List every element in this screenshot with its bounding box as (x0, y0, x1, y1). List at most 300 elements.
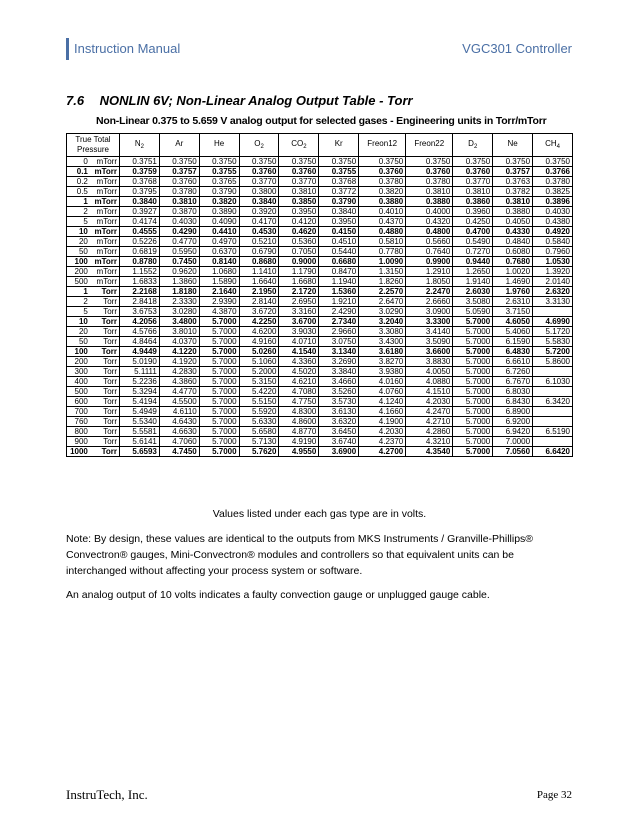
voltage-cell: 4.4770 (159, 387, 199, 397)
voltage-cell: 3.6320 (319, 417, 359, 427)
voltage-cell: 0.9620 (159, 267, 199, 277)
pressure-unit: Torr (90, 337, 120, 347)
voltage-cell: 3.3080 (359, 327, 406, 337)
section-number: 7.6 (66, 93, 85, 108)
voltage-cell: 1.1790 (279, 267, 319, 277)
voltage-cell: 4.8770 (279, 427, 319, 437)
voltage-cell: 4.1920 (159, 357, 199, 367)
voltage-cell: 5.7000 (453, 367, 493, 377)
pressure-value: 300 (67, 367, 90, 377)
pressure-unit: Torr (90, 307, 120, 317)
voltage-cell: 5.7000 (453, 317, 493, 327)
voltage-cell: 4.7750 (279, 397, 319, 407)
voltage-cell: 0.6080 (493, 247, 533, 257)
voltage-cell: 4.6050 (493, 317, 533, 327)
voltage-cell: 1.0680 (199, 267, 239, 277)
table-row (67, 227, 573, 237)
table-row (67, 247, 573, 257)
voltage-cell: 0.3840 (120, 197, 160, 207)
pressure-value: 5 (67, 307, 90, 317)
pressure-unit: Torr (90, 447, 120, 457)
voltage-cell (533, 387, 573, 397)
pressure-unit: mTorr (90, 197, 120, 207)
gas-subscript: 2 (303, 143, 307, 150)
gas-subscript: 2 (140, 143, 144, 150)
gas-header (120, 134, 160, 157)
pressure-value: 5 (67, 217, 90, 227)
gas-name: D (468, 138, 474, 148)
voltage-cell: 0.3860 (453, 197, 493, 207)
voltage-cell: 0.4770 (159, 237, 199, 247)
pressure-value: 0 (67, 157, 90, 167)
voltage-cell: 5.7000 (453, 377, 493, 387)
voltage-cell: 2.6950 (279, 297, 319, 307)
voltage-cell: 3.6740 (319, 437, 359, 447)
voltage-cell: 6.6610 (493, 357, 533, 367)
voltage-cell: 5.2000 (239, 367, 279, 377)
voltage-cell: 1.6640 (239, 277, 279, 287)
pressure-unit: Torr (90, 297, 120, 307)
voltage-cell: 6.9200 (493, 417, 533, 427)
voltage-cell: 0.3810 (279, 187, 319, 197)
table-row (67, 437, 573, 447)
voltage-cell: 1.9140 (453, 277, 493, 287)
pressure-value: 800 (67, 427, 90, 437)
voltage-cell (533, 417, 573, 427)
gas-name: CO (291, 138, 304, 148)
voltage-cell: 0.3920 (239, 207, 279, 217)
voltage-cell: 4.2710 (406, 417, 453, 427)
voltage-cell: 4.6990 (533, 317, 573, 327)
voltage-cell: 0.3810 (493, 197, 533, 207)
voltage-cell: 0.5840 (533, 237, 573, 247)
voltage-cell: 2.6030 (453, 287, 493, 297)
table-row (67, 337, 573, 347)
table-body (67, 157, 573, 457)
voltage-cell: 6.3420 (533, 397, 573, 407)
voltage-cell: 5.7200 (533, 347, 573, 357)
voltage-cell: 6.7260 (493, 367, 533, 377)
voltage-cell: 0.3880 (359, 197, 406, 207)
voltage-cell: 3.4140 (406, 327, 453, 337)
voltage-cell: 5.5920 (239, 407, 279, 417)
gas-header (406, 134, 453, 157)
voltage-cell: 0.8780 (120, 257, 160, 267)
voltage-cell: 5.7000 (199, 447, 239, 457)
voltage-cell: 0.3750 (406, 157, 453, 167)
voltage-cell: 5.6580 (239, 427, 279, 437)
voltage-cell: 0.3757 (159, 167, 199, 177)
voltage-cell: 0.3768 (120, 177, 160, 187)
voltage-cell: 3.5080 (453, 297, 493, 307)
voltage-cell: 3.8830 (406, 357, 453, 367)
voltage-cell: 5.5830 (533, 337, 573, 347)
voltage-cell: 0.3750 (199, 157, 239, 167)
voltage-cell: 5.1720 (533, 327, 573, 337)
voltage-cell: 6.8030 (493, 387, 533, 397)
gas-header (319, 134, 359, 157)
voltage-cell: 4.6630 (159, 427, 199, 437)
voltage-cell: 0.3760 (279, 167, 319, 177)
voltage-cell: 4.6430 (159, 417, 199, 427)
voltage-cell: 0.4010 (359, 207, 406, 217)
voltage-cell: 4.6210 (279, 377, 319, 387)
voltage-cell: 0.7050 (279, 247, 319, 257)
pressure-value: 0.2 (67, 177, 90, 187)
voltage-cell: 4.0710 (279, 337, 319, 347)
voltage-cell: 4.6110 (159, 407, 199, 417)
gas-subscript: 2 (260, 143, 264, 150)
pressure-unit: Torr (90, 397, 120, 407)
table-row (67, 237, 573, 247)
gas-name: He (214, 138, 225, 148)
voltage-cell: 0.3782 (493, 187, 533, 197)
voltage-cell: 5.5581 (120, 427, 160, 437)
voltage-cell: 0.3750 (493, 157, 533, 167)
voltage-cell: 1.1410 (239, 267, 279, 277)
voltage-cell: 3.3300 (406, 317, 453, 327)
voltage-cell: 1.9760 (493, 287, 533, 297)
voltage-cell: 2.8418 (120, 297, 160, 307)
pressure-unit: Torr (90, 437, 120, 447)
voltage-cell: 0.4030 (159, 217, 199, 227)
pressure-header: True Total Pressure (67, 134, 120, 157)
table-row (67, 447, 573, 457)
voltage-cell: 0.3780 (359, 177, 406, 187)
voltage-cell: 0.3750 (453, 157, 493, 167)
voltage-cell: 1.0530 (533, 257, 573, 267)
faulty-gauge-note: An analog output of 10 volts indicates a faulty convection gauge or unplugged gauge cable. (66, 589, 490, 601)
pressure-value: 0.1 (67, 167, 90, 177)
voltage-cell: 4.3360 (279, 357, 319, 367)
gas-header (533, 134, 573, 157)
voltage-cell: 0.8470 (319, 267, 359, 277)
voltage-cell: 0.4880 (359, 227, 406, 237)
voltage-cell: 0.3960 (453, 207, 493, 217)
voltage-cell: 0.4000 (406, 207, 453, 217)
gas-name: Freon22 (414, 138, 445, 148)
pressure-unit: Torr (90, 407, 120, 417)
voltage-cell: 3.0900 (406, 307, 453, 317)
voltage-cell: 0.4030 (533, 207, 573, 217)
voltage-cell: 5.7000 (453, 417, 493, 427)
gas-subscript: 2 (473, 143, 478, 150)
voltage-cell: 0.3790 (199, 187, 239, 197)
voltage-cell: 6.1030 (533, 377, 573, 387)
voltage-cell: 0.3890 (199, 207, 239, 217)
analog-output-table (66, 133, 573, 457)
voltage-cell: 0.3765 (199, 177, 239, 187)
voltage-cell (533, 407, 573, 417)
voltage-cell: 0.5360 (279, 237, 319, 247)
voltage-cell: 0.3825 (533, 187, 573, 197)
voltage-cell: 0.4510 (319, 237, 359, 247)
voltage-cell: 5.7000 (453, 327, 493, 337)
voltage-cell: 2.1950 (239, 287, 279, 297)
voltage-cell: 0.3927 (120, 207, 160, 217)
voltage-cell: 0.7270 (453, 247, 493, 257)
pressure-value: 500 (67, 277, 90, 287)
table-row (67, 297, 573, 307)
voltage-cell: 1.3150 (359, 267, 406, 277)
voltage-cell: 0.3750 (319, 157, 359, 167)
voltage-cell: 4.5766 (120, 327, 160, 337)
voltage-cell: 0.3750 (159, 157, 199, 167)
voltage-cell: 6.5190 (533, 427, 573, 437)
voltage-cell: 5.1060 (239, 357, 279, 367)
voltage-cell: 5.7620 (239, 447, 279, 457)
voltage-cell: 2.6470 (359, 297, 406, 307)
pressure-unit: mTorr (90, 227, 120, 237)
voltage-cell: 5.7000 (199, 357, 239, 367)
voltage-cell: 3.2040 (359, 317, 406, 327)
table-row (67, 407, 573, 417)
voltage-cell: 4.5500 (159, 397, 199, 407)
voltage-cell: 0.3790 (319, 197, 359, 207)
voltage-cell: 0.3751 (120, 157, 160, 167)
pressure-value: 100 (67, 257, 90, 267)
header-accent-bar (66, 38, 69, 60)
pressure-unit: Torr (90, 387, 120, 397)
voltage-cell: 3.6700 (279, 317, 319, 327)
voltage-cell: 3.2690 (319, 357, 359, 367)
voltage-cell: 0.3770 (279, 177, 319, 187)
pressure-unit: mTorr (90, 257, 120, 267)
voltage-cell: 0.4090 (199, 217, 239, 227)
pressure-unit: Torr (90, 317, 120, 327)
voltage-cell: 6.6420 (533, 447, 573, 457)
voltage-cell: 0.4050 (493, 217, 533, 227)
voltage-cell: 0.3750 (279, 157, 319, 167)
voltage-cell: 5.1111 (120, 367, 160, 377)
pressure-value: 2 (67, 207, 90, 217)
voltage-cell: 3.6720 (239, 307, 279, 317)
pressure-value: 1 (67, 197, 90, 207)
voltage-cell: 4.8300 (279, 407, 319, 417)
voltage-cell: 0.3760 (453, 167, 493, 177)
voltage-cell: 0.3950 (319, 217, 359, 227)
voltage-cell: 2.1640 (199, 287, 239, 297)
voltage-cell: 2.9390 (199, 297, 239, 307)
voltage-cell: 0.7780 (359, 247, 406, 257)
pressure-value: 700 (67, 407, 90, 417)
pressure-value: 600 (67, 397, 90, 407)
section-title: NONLIN 6V; Non-Linear Analog Output Table - Torr (99, 93, 413, 108)
voltage-cell: 5.0590 (453, 307, 493, 317)
voltage-cell: 3.6753 (120, 307, 160, 317)
voltage-cell: 5.7000 (453, 397, 493, 407)
voltage-cell: 0.3870 (159, 207, 199, 217)
gas-name: O (254, 138, 261, 148)
pressure-value: 100 (67, 347, 90, 357)
voltage-cell: 0.3820 (199, 197, 239, 207)
voltage-cell: 1.6833 (120, 277, 160, 287)
voltage-cell: 4.5020 (279, 367, 319, 377)
gas-header (239, 134, 279, 157)
voltage-cell: 0.4150 (319, 227, 359, 237)
voltage-cell: 5.7000 (453, 347, 493, 357)
voltage-cell: 1.3920 (533, 267, 573, 277)
voltage-cell: 1.1552 (120, 267, 160, 277)
pressure-unit: mTorr (90, 157, 120, 167)
voltage-cell: 3.3840 (319, 367, 359, 377)
footer-company: InstruTech, Inc. (66, 787, 148, 802)
voltage-cell: 0.5440 (319, 247, 359, 257)
voltage-cell: 5.7000 (199, 407, 239, 417)
voltage-cell: 0.6819 (120, 247, 160, 257)
voltage-cell: 0.3750 (533, 157, 573, 167)
voltage-cell: 5.7000 (453, 337, 493, 347)
voltage-cell: 4.2030 (359, 427, 406, 437)
voltage-cell: 0.4840 (493, 237, 533, 247)
voltage-cell: 5.4949 (120, 407, 160, 417)
voltage-cell: 1.8260 (359, 277, 406, 287)
voltage-cell: 0.3780 (406, 177, 453, 187)
voltage-cell: 1.5890 (199, 277, 239, 287)
pressure-value: 2 (67, 297, 90, 307)
voltage-cell: 6.9420 (493, 427, 533, 437)
voltage-cell: 3.4300 (359, 337, 406, 347)
voltage-cell: 5.7130 (239, 437, 279, 447)
voltage-cell: 0.8140 (199, 257, 239, 267)
voltage-cell: 5.6330 (239, 417, 279, 427)
voltage-cell: 7.0560 (493, 447, 533, 457)
voltage-cell: 3.6450 (319, 427, 359, 437)
voltage-cell: 3.5730 (319, 397, 359, 407)
voltage-cell: 1.1940 (319, 277, 359, 287)
voltage-cell: 4.8464 (120, 337, 160, 347)
voltage-cell: 2.6660 (406, 297, 453, 307)
table-row (67, 417, 573, 427)
voltage-cell: 0.3800 (239, 187, 279, 197)
pressure-unit: Torr (90, 357, 120, 367)
table-row (67, 427, 573, 437)
voltage-cell: 3.6900 (319, 447, 359, 457)
voltage-cell: 4.7060 (159, 437, 199, 447)
voltage-cell: 4.9449 (120, 347, 160, 357)
voltage-cell: 0.3840 (319, 207, 359, 217)
voltage-cell: 0.4174 (120, 217, 160, 227)
voltage-cell: 1.6680 (279, 277, 319, 287)
voltage-cell: 5.7000 (199, 437, 239, 447)
voltage-cell: 2.1720 (279, 287, 319, 297)
voltage-cell: 3.1340 (319, 347, 359, 357)
voltage-cell: 4.2370 (359, 437, 406, 447)
pressure-value: 1 (67, 287, 90, 297)
voltage-cell: 4.1660 (359, 407, 406, 417)
voltage-cell: 5.7000 (199, 387, 239, 397)
voltage-cell: 5.7000 (199, 347, 239, 357)
voltage-cell: 5.6593 (120, 447, 160, 457)
table-header-row (67, 134, 573, 157)
table-row (67, 167, 573, 177)
voltage-cell: 5.4060 (493, 327, 533, 337)
table-row (67, 217, 573, 227)
gas-name: Ne (507, 138, 518, 148)
voltage-cell: 0.4330 (493, 227, 533, 237)
voltage-cell: 4.3870 (199, 307, 239, 317)
voltage-cell: 2.2168 (120, 287, 160, 297)
voltage-cell: 2.6320 (533, 287, 573, 297)
table-row (67, 377, 573, 387)
voltage-cell: 5.5340 (120, 417, 160, 427)
voltage-cell: 3.0750 (319, 337, 359, 347)
pressure-value: 200 (67, 267, 90, 277)
voltage-cell: 0.8680 (239, 257, 279, 267)
voltage-cell: 3.6180 (359, 347, 406, 357)
footer-page-number: Page 32 (536, 789, 572, 801)
voltage-cell: 4.2470 (406, 407, 453, 417)
voltage-cell: 4.2830 (159, 367, 199, 377)
voltage-cell: 4.7450 (159, 447, 199, 457)
pressure-value: 10 (67, 227, 90, 237)
voltage-cell: 5.3294 (120, 387, 160, 397)
voltage-cell: 2.9660 (319, 327, 359, 337)
voltage-cell: 3.6600 (406, 347, 453, 357)
voltage-cell: 0.4620 (279, 227, 319, 237)
voltage-cell: 5.4194 (120, 397, 160, 407)
voltage-cell: 0.3760 (359, 167, 406, 177)
table-row (67, 267, 573, 277)
voltage-cell: 6.4830 (493, 347, 533, 357)
pressure-value: 500 (67, 387, 90, 397)
gas-name: N (134, 138, 141, 148)
voltage-cell: 1.2650 (453, 267, 493, 277)
voltage-cell: 3.4800 (159, 317, 199, 327)
pressure-unit: mTorr (90, 217, 120, 227)
voltage-cell: 3.0280 (159, 307, 199, 317)
pressure-unit: Torr (90, 327, 120, 337)
voltage-cell (533, 367, 573, 377)
voltage-cell: 4.2700 (359, 447, 406, 457)
table-row (67, 187, 573, 197)
section-heading (66, 93, 413, 108)
voltage-cell: 0.6680 (319, 257, 359, 267)
voltage-cell: 0.3759 (120, 167, 160, 177)
voltage-cell: 0.3820 (359, 187, 406, 197)
voltage-cell: 4.0760 (359, 387, 406, 397)
voltage-cell: 5.7000 (453, 387, 493, 397)
voltage-cell: 4.6200 (239, 327, 279, 337)
voltage-cell: 4.1240 (359, 397, 406, 407)
voltage-cell: 1.5360 (319, 287, 359, 297)
voltage-cell: 2.0140 (533, 277, 573, 287)
table-row (67, 277, 573, 287)
gas-name: CH (545, 138, 557, 148)
voltage-cell: 2.3330 (159, 297, 199, 307)
voltage-cell: 5.7000 (199, 427, 239, 437)
voltage-cell: 0.3772 (319, 187, 359, 197)
pressure-value: 1000 (67, 447, 90, 457)
gas-header (453, 134, 493, 157)
voltage-cell: 5.5150 (239, 397, 279, 407)
voltage-cell: 0.3760 (239, 167, 279, 177)
pressure-unit: Torr (90, 367, 120, 377)
pressure-value: 20 (67, 327, 90, 337)
voltage-cell: 0.4290 (159, 227, 199, 237)
voltage-cell: 6.7670 (493, 377, 533, 387)
gas-name: Ar (175, 138, 184, 148)
voltage-cell: 2.2470 (406, 287, 453, 297)
voltage-cell: 1.2910 (406, 267, 453, 277)
voltage-cell: 0.3880 (406, 197, 453, 207)
table-subtitle: Non-Linear 0.375 to 5.659 V analog output for selected gases - Engineering units in Torr/mTorr (96, 115, 547, 127)
voltage-cell: 0.3755 (199, 167, 239, 177)
pressure-value: 50 (67, 337, 90, 347)
pressure-value: 10 (67, 317, 90, 327)
voltage-cell: 5.7000 (453, 437, 493, 447)
voltage-cell: 0.3763 (493, 177, 533, 187)
